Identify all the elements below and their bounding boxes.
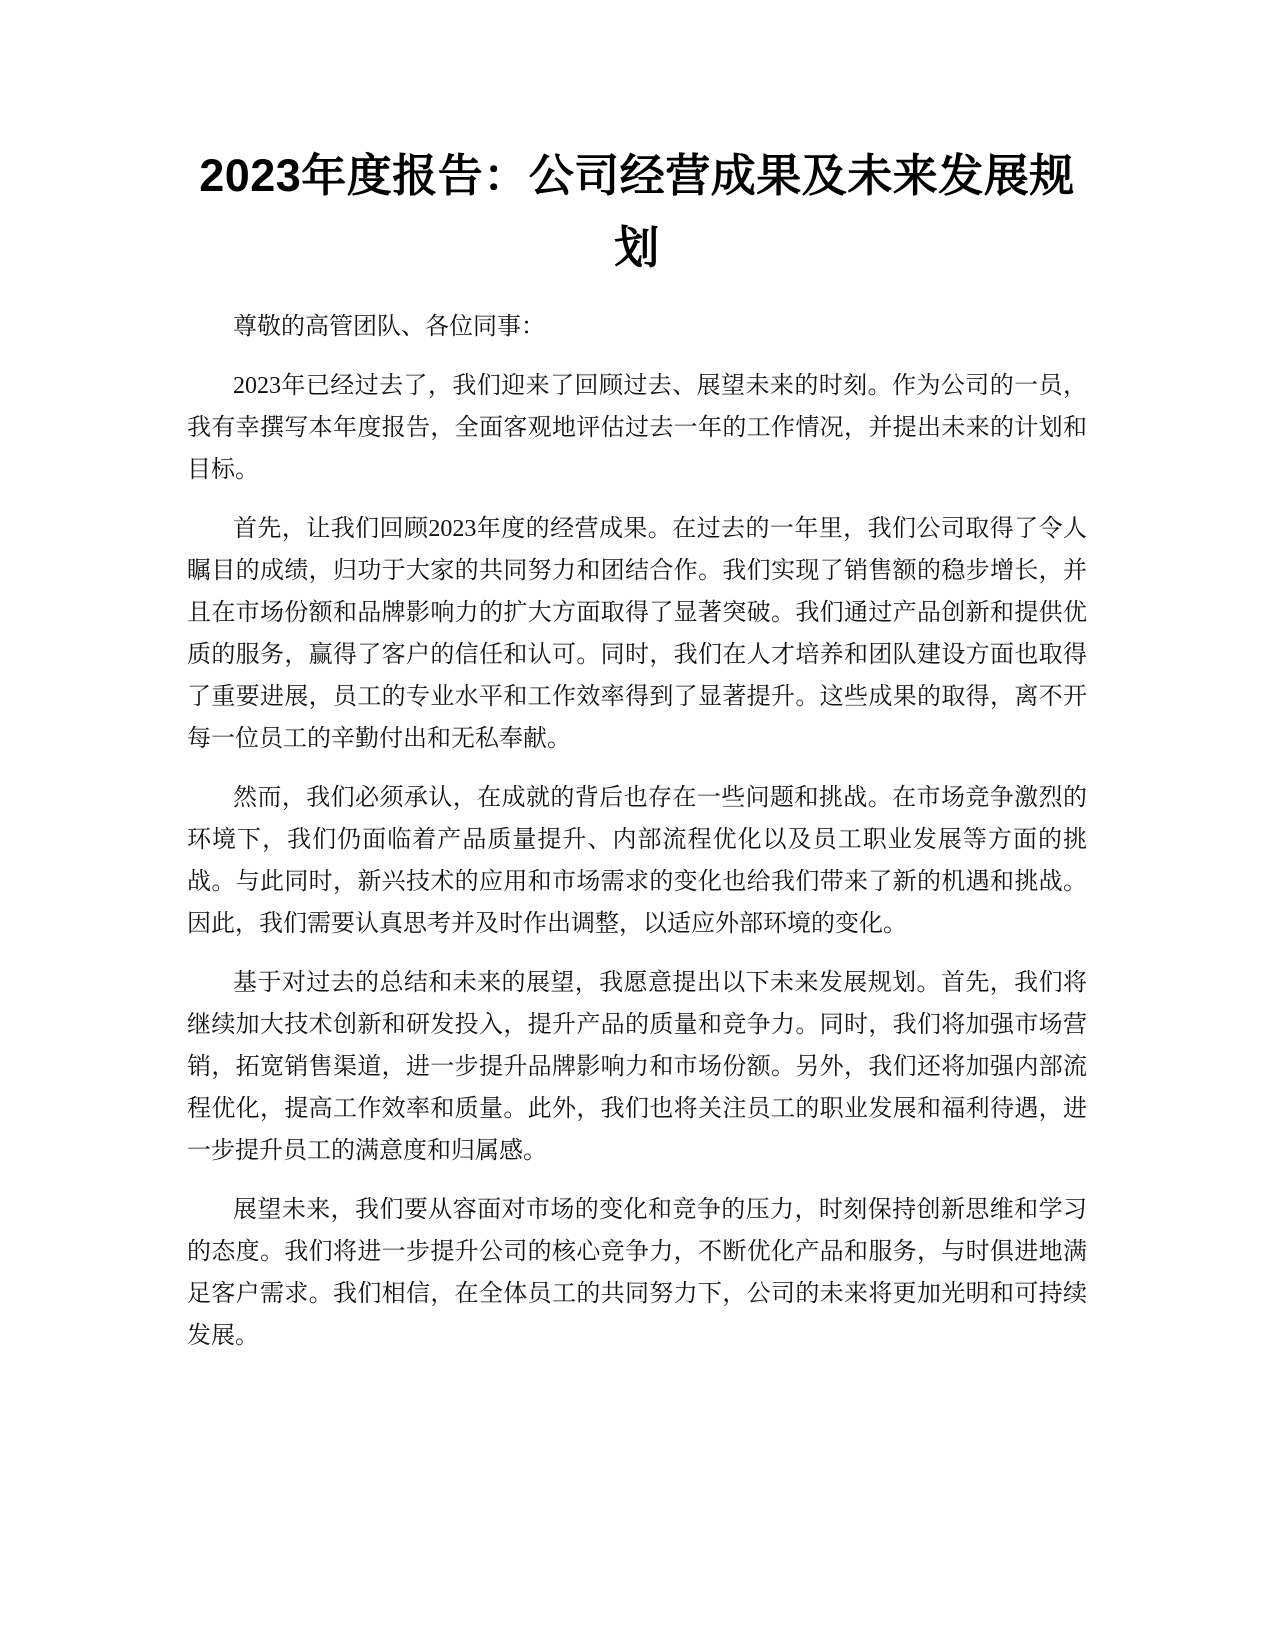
results-paragraph: 首先，让我们回顾2023年度的经营成果。在过去的一年里，我们公司取得了令人瞩目的成绩，归功于大家的共同努力和团结合作。我们实现了销售额的稳步增长，并且在市场份额和品牌影响力的扩大方面取得了显著突破。我们通过产品创新和提供优质的服务，赢得了客户的信任和认可。同时，我们在人才培养和团队建设方面也取得了重要进展，员工的专业水平和工作效率得到了显著提升。这些成果的取得，离不开每一位员工的辛勤付出和无私奉献。 — [187, 516, 1087, 752]
plan-paragraph: 基于对过去的总结和未来的展望，我愿意提出以下未来发展规划。首先，我们将继续加大技术创新和研发投入，提升产品的质量和竞争力。同时，我们将加强市场营销，拓宽销售渠道，进一步提升品牌影响力和市场份额。另外，我们还将加强内部流程优化，提高工作效率和质量。此外，我们也将关注员工的职业发展和福利待遇，进一步提升员工的满意度和归属感。 — [187, 970, 1087, 1164]
document-title: 2023年度报告：公司经营成果及未来发展规划 — [199, 150, 1075, 273]
document-body — [187, 140, 1087, 1374]
challenges-paragraph: 然而，我们必须承认，在成就的背后也存在一些问题和挑战。在市场竞争激烈的环境下，我们仍面临着产品质量提升、内部流程优化以及员工职业发展等方面的挑战。与此同时，新兴技术的应用和市场需求的变化也给我们带来了新的机遇和挑战。因此，我们需要认真思考并及时作出调整，以适应外部环境的变化。 — [187, 785, 1087, 937]
greeting-paragraph: 尊敬的高管团队、各位同事： — [233, 314, 545, 340]
intro-paragraph: 2023年已经过去了，我们迎来了回顾过去、展望未来的时刻。作为公司的一员，我有幸撰写本年度报告，全面客观地评估过去一年的工作情况，并提出未来的计划和目标。 — [187, 373, 1087, 483]
outlook-paragraph: 展望未来，我们要从容面对市场的变化和竞争的压力，时刻保持创新思维和学习的态度。我们将进一步提升公司的核心竞争力，不断优化产品和服务，与时俱进地满足客户需求。我们相信，在全体员工的共同努力下，公司的未来将更加光明和可持续发展。 — [187, 1197, 1087, 1349]
